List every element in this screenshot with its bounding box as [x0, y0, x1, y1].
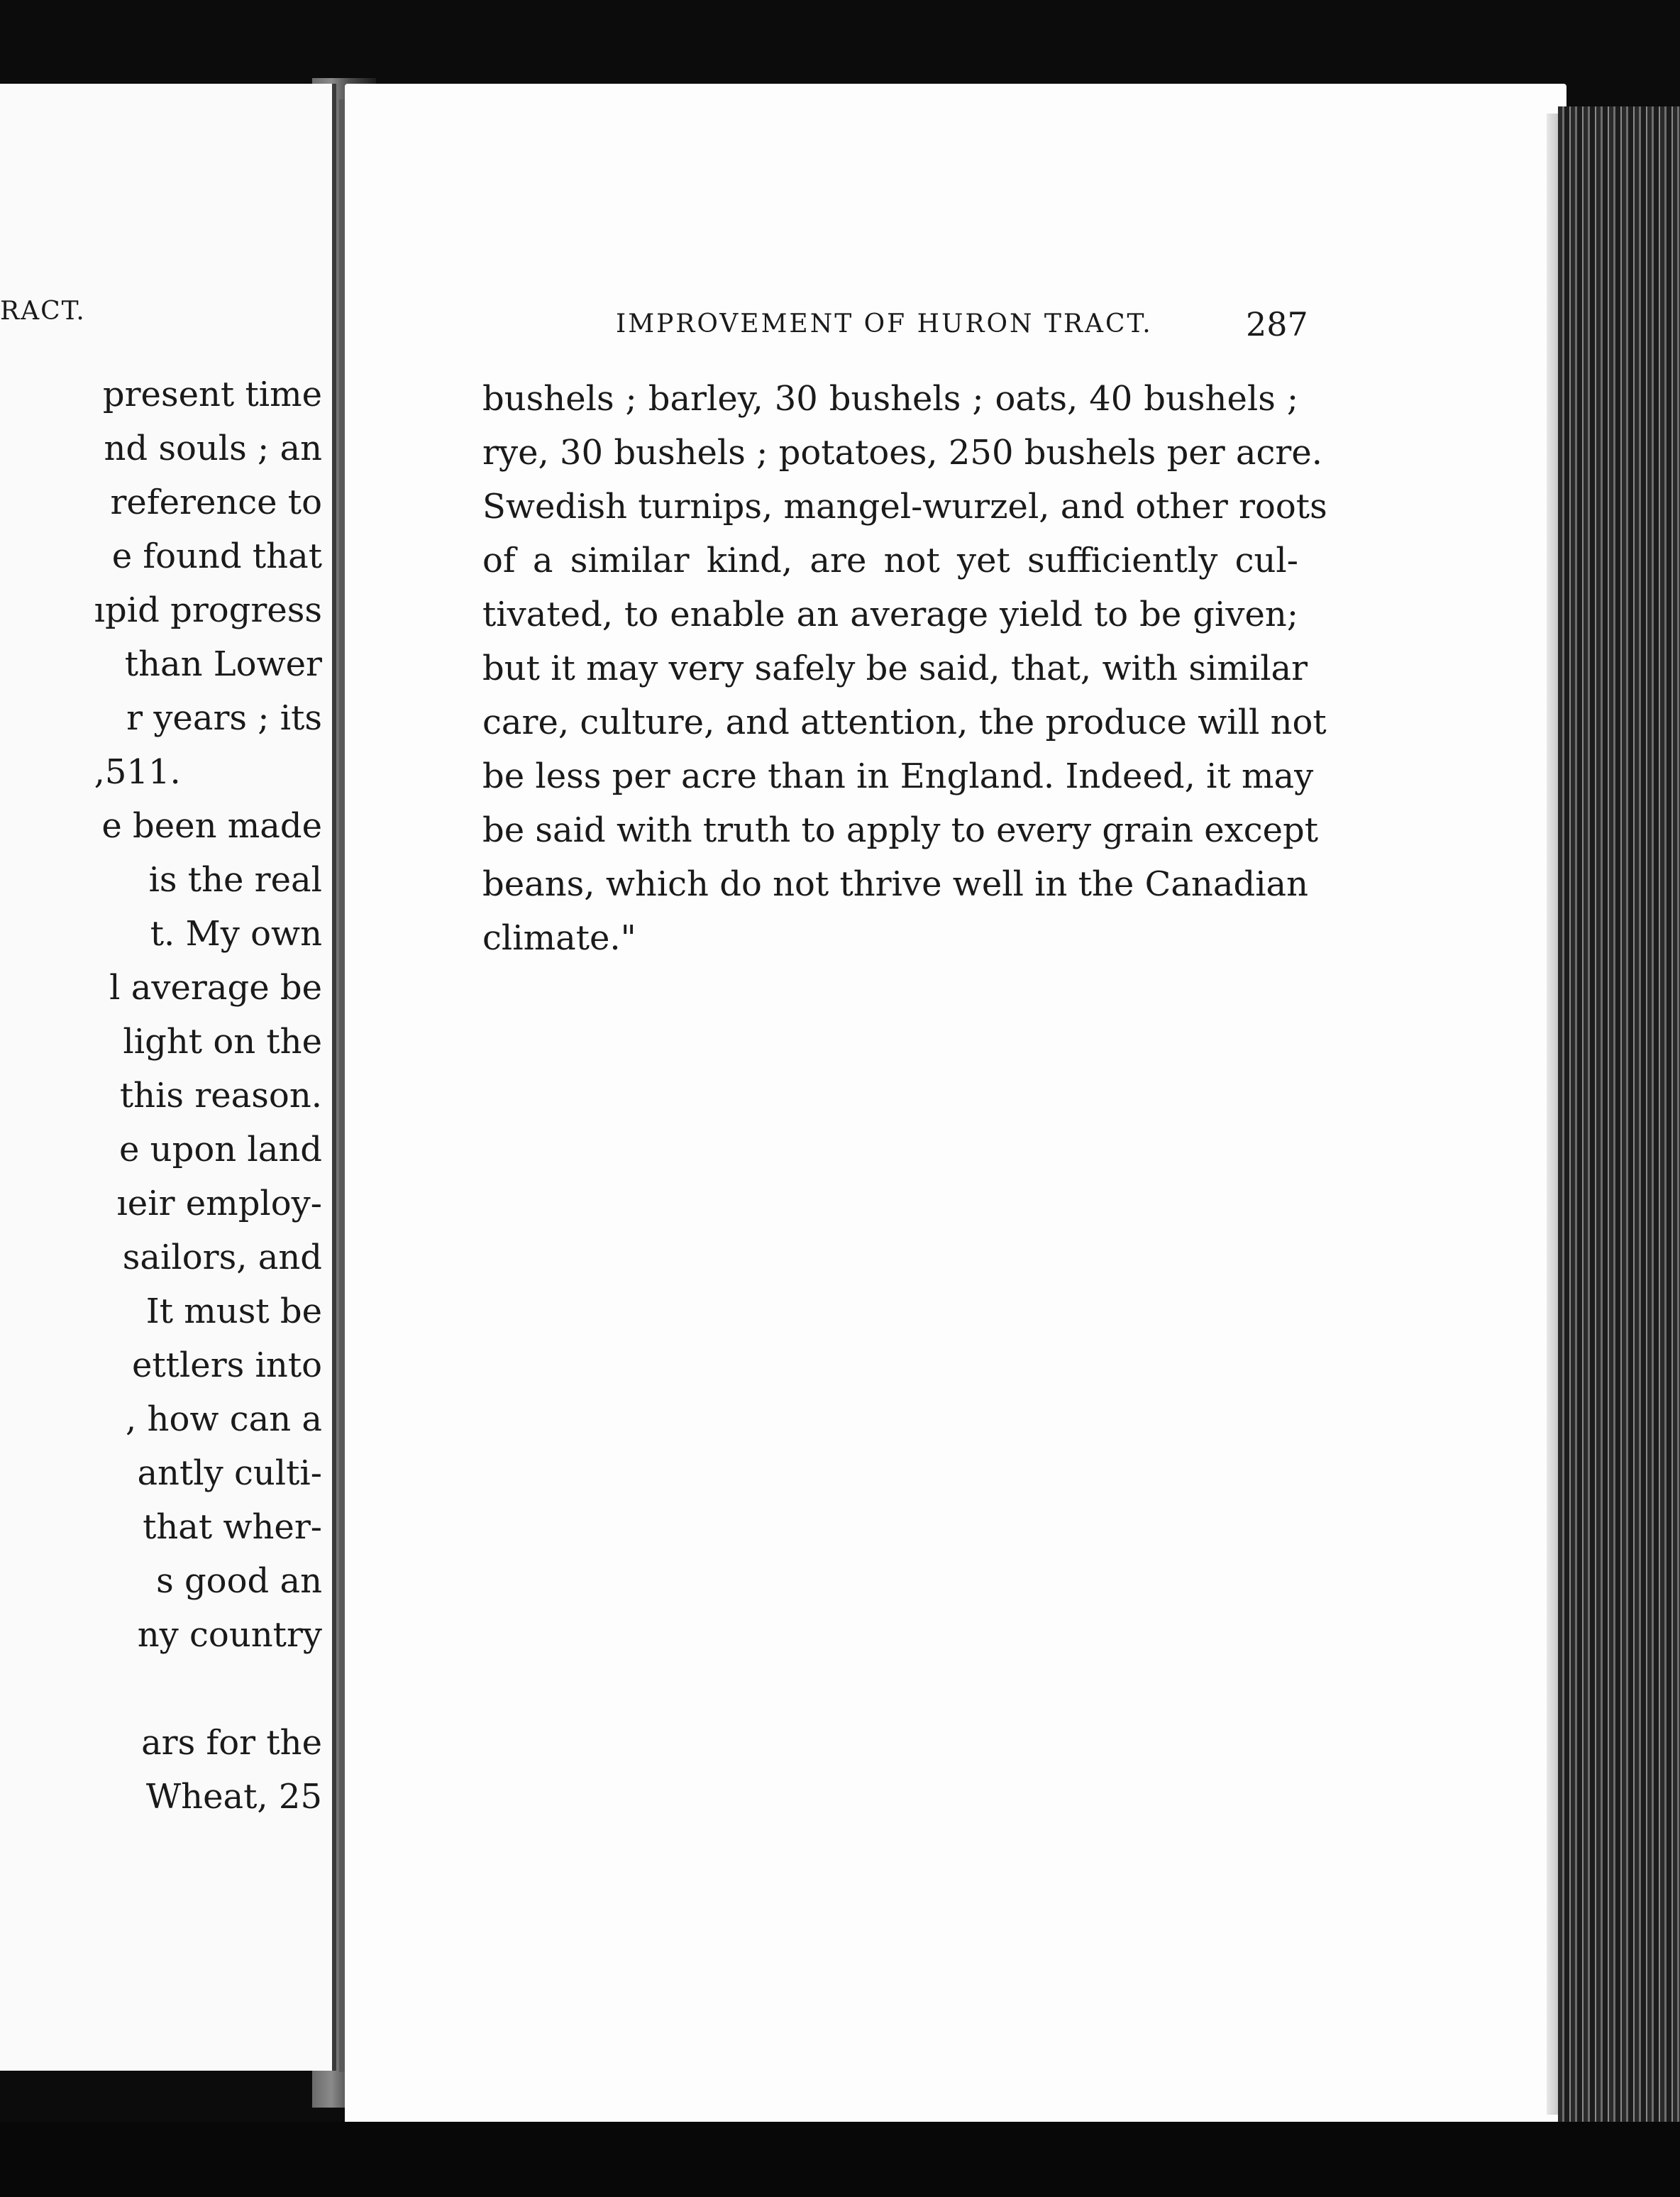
scan-bottom-border: [0, 2122, 1680, 2197]
left-line: It must be: [145, 1292, 322, 1331]
left-page: [0, 84, 336, 2071]
left-line: is the real: [148, 860, 322, 900]
left-running-head: RACT.: [0, 297, 86, 326]
left-line: that wher-: [143, 1507, 322, 1547]
left-line: t. My own: [150, 914, 322, 954]
text-line: care, culture, and attention, the produce will not: [482, 703, 1327, 742]
left-line: s good an: [156, 1561, 322, 1601]
left-line: ettlers into: [131, 1345, 322, 1385]
left-line: Wheat, 25: [145, 1777, 322, 1817]
text-line: climate.": [482, 918, 636, 958]
left-line: e upon land: [119, 1130, 322, 1169]
text-line: rye, 30 bushels ; potatoes, 250 bushels per acre.: [482, 433, 1323, 473]
left-line: ,511.: [94, 752, 181, 792]
left-line-gap: [94, 1662, 322, 1716]
left-line: present time: [102, 375, 322, 414]
left-line: antly culti-: [137, 1453, 322, 1493]
left-line: ny country: [137, 1615, 322, 1655]
book-fore-edge: [1558, 106, 1680, 2136]
text-line: tivated, to enable an average yield to be given;: [482, 595, 1298, 634]
text-line: but it may very safely be said, that, with similar: [482, 649, 1308, 688]
left-line: ıpid progress: [94, 590, 322, 630]
body-text: [482, 372, 1327, 965]
left-line: e been made: [101, 806, 322, 846]
left-line: this reason.: [119, 1076, 322, 1116]
running-head: IMPROVEMENT OF HURON TRACT.: [616, 309, 1153, 338]
text-line: bushels ; barley, 30 bushels ; oats, 40 bushels ;: [482, 379, 1298, 419]
left-line: , how can a: [126, 1399, 322, 1439]
text-line: beans, which do not thrive well in the Canadian: [482, 864, 1309, 904]
left-line: light on the: [123, 1022, 322, 1062]
left-line: sailors, and: [122, 1238, 322, 1277]
left-line: than Lower: [124, 644, 322, 684]
left-line: r years ; its: [126, 698, 322, 738]
text-line: Swedish turnips, mangel-wurzel, and other roots: [482, 487, 1327, 527]
left-line: e found that: [111, 536, 322, 576]
left-line: l average be: [109, 968, 322, 1008]
right-page: [345, 84, 1566, 2126]
text-line: be less per acre than in England. Indeed, it may: [482, 756, 1314, 796]
page-number: 287: [1246, 305, 1308, 343]
left-line: reference to: [110, 483, 322, 522]
text-line: be said with truth to apply to every grain except: [482, 810, 1319, 850]
left-line: ars for the: [141, 1723, 322, 1763]
text-line: of a similar kind, are not yet sufficiently cul-: [482, 541, 1298, 580]
left-line: nd souls ; an: [104, 429, 322, 468]
left-page-text: [94, 368, 322, 1824]
left-line: ıeir employ-: [116, 1184, 322, 1223]
